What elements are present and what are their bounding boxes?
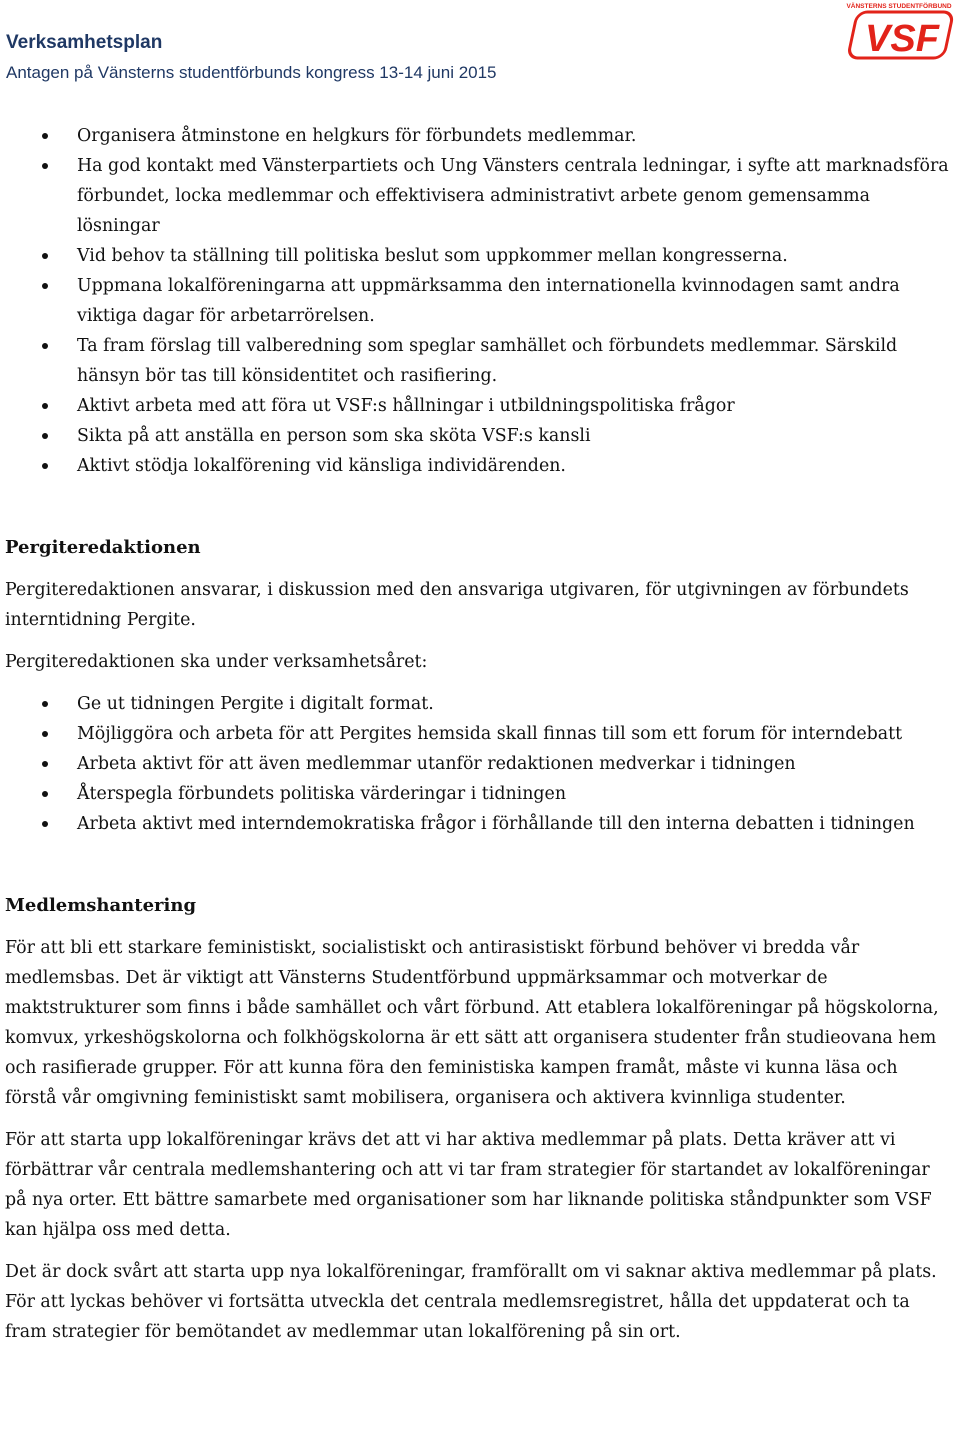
paragraph: Pergiteredaktionen ska under verksamhetsåret: [5, 652, 428, 672]
bullet-icon [42, 731, 48, 737]
list-item: Sikta på att anställa en person som ska sköta VSF:s kansli [5, 421, 950, 451]
list-item: Uppmana lokalföreningarna att uppmärksamma den internationella kvinnodagen samt andra viktiga dagar för arbetarrörelsen. [5, 271, 950, 331]
document-header [6, 32, 497, 84]
bullet-icon [42, 821, 48, 827]
document-subtitle: Antagen på Vänsterns studentförbunds kongress 13-14 juni 2015 [6, 63, 497, 82]
bullet-icon [42, 403, 48, 409]
bullet-icon [42, 163, 48, 169]
list-item: Återspegla förbundets politiska värderingar i tidningen [5, 779, 950, 809]
list-item: Aktivt stödja lokalförening vid känsliga individärenden. [5, 451, 950, 481]
bullet-icon [42, 463, 48, 469]
bullet-icon [42, 343, 48, 349]
bullet-icon [42, 253, 48, 259]
bullet-list-tasks [5, 121, 950, 481]
list-item: Aktivt arbeta med att föra ut VSF:s hållningar i utbildningspolitiska frågor [5, 391, 950, 421]
list-item: Ta fram förslag till valberedning som speglar samhället och förbundets medlemmar. Särskild hänsyn bör tas till könsidentitet och rasifiering. [5, 331, 950, 391]
vsf-logo [842, 0, 957, 62]
paragraph: För att bli ett starkare feministiskt, socialistiskt och antirasistiskt förbund behöver vi bredda vår medlemsbas. Det är viktigt att Vänsterns Studentförbund uppmärksammar och motverkar de maktstrukturer som finns i både samhället och vårt förbund. Att etablera lokalföreningar på högskolorna, komvux, yrkeshögskolorna och folkhögskolorna är ett sätt att organisera studenter från studieovana hem och rasifierade grupper. För att kunna föra den feministiska kampen framåt, måste vi kunna läsa och förstå vår omgivning feministiskt samt mobilisera, organisera och aktivera kvinnliga studenter. [5, 938, 939, 1108]
bullet-list-pergite [5, 689, 950, 839]
bullet-icon [42, 433, 48, 439]
paragraph: För att starta upp lokalföreningar krävs det att vi har aktiva medlemmar på plats. Detta kräver att vi förbättrar vår centrala medlemshantering och att vi tar fram strategier för startandet av lokalföreningar på nya orter. Ett bättre samarbete med organisationer som har liknande politiska ståndpunkter som VSF kan hjälpa oss med detta. [5, 1130, 932, 1240]
section-heading-pergite: Pergiteredaktionen [5, 537, 201, 558]
bullet-icon [42, 133, 48, 139]
bullet-icon [42, 701, 48, 707]
list-item: Arbeta aktivt med interndemokratiska frågor i förhållande till den interna debatten i tidningen [5, 809, 950, 839]
list-item: Arbeta aktivt för att även medlemmar utanför redaktionen medverkar i tidningen [5, 749, 950, 779]
bullet-icon [42, 283, 48, 289]
paragraph: Pergiteredaktionen ansvarar, i diskussion med den ansvariga utgivaren, för utgivningen av förbundets interntidning Pergite. [5, 580, 909, 630]
list-item: Vid behov ta ställning till politiska beslut som uppkommer mellan kongresserna. [5, 241, 950, 271]
bullet-icon [42, 791, 48, 797]
logo-text: VSF [865, 18, 939, 60]
bullet-icon [42, 761, 48, 767]
document-body [5, 121, 950, 1347]
paragraph: Det är dock svårt att starta upp nya lokalföreningar, framförallt om vi saknar aktiva medlemmar på plats. För att lyckas behöver vi fortsätta utveckla det centrala medlemsregistret, hålla det uppdaterat och ta fram strategier för bemötandet av medlemmar utan lokalförening på sin ort. [5, 1262, 937, 1342]
list-item: Ge ut tidningen Pergite i digitalt format. [5, 689, 950, 719]
section-heading-medlemshantering: Medlemshantering [5, 895, 197, 916]
list-item: Organisera åtminstone en helgkurs för förbundets medlemmar. [5, 121, 950, 151]
document-title: Verksamhetsplan [6, 32, 163, 53]
logo-tagline: VÄNSTERNS STUDENTFÖRBUND [846, 3, 952, 10]
list-item: Ha god kontakt med Vänsterpartiets och Ung Vänsters centrala ledningar, i syfte att marknadsföra förbundet, locka medlemmar och effektivisera administrativt arbete genom gemensamma lösningar [5, 151, 950, 241]
list-item: Möjliggöra och arbeta för att Pergites hemsida skall finnas till som ett forum för interndebatt [5, 719, 950, 749]
